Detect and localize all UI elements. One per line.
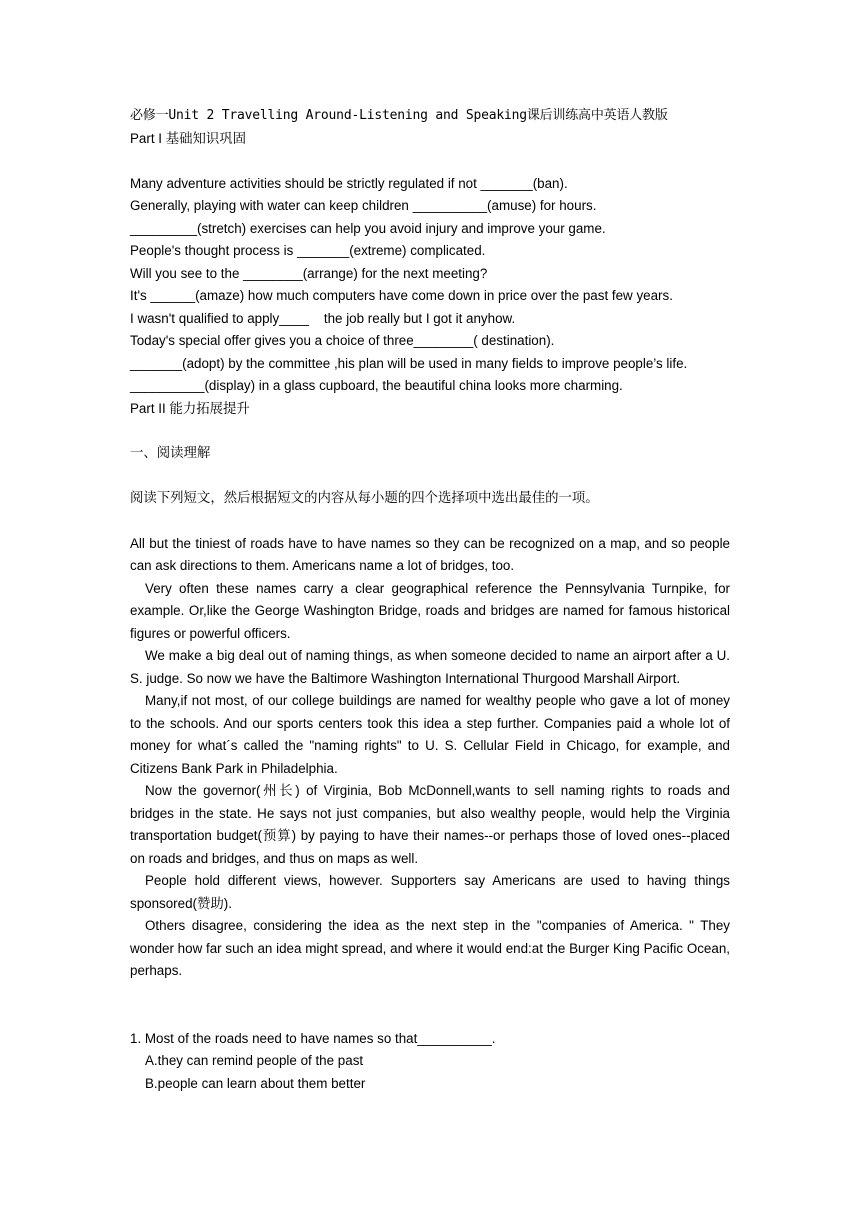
spacer (130, 510, 730, 533)
passage-paragraph: People hold different views, however. Supporters say Americans are used to having things sponsored(赞助). (130, 873, 730, 911)
exercise-item: __________(display) in a glass cupboard, the beautiful china looks more charming. (130, 378, 623, 393)
spacer (130, 465, 730, 488)
spacer (130, 150, 730, 173)
document-page (130, 105, 730, 1095)
exercise-item: Generally, playing with water can keep children __________(amuse) for hours. (130, 198, 597, 213)
reading-instruction: 阅读下列短文，然后根据短文的内容从每小题的四个选择项中选出最佳的一项。 (130, 490, 599, 506)
passage-paragraph: Very often these names carry a clear geographical reference the Pennsylvania Turnpike, for example. Or,like the George Washington Bridge, roads and bridges are named for famous historical figures or powerful officers. (130, 580, 730, 641)
passage-paragraph: Many,if not most, of our college buildings are named for wealthy people who gave a lot of money to the schools. And our sports centers took this idea a step further. Companies paid a whole lot of money for what´s called the "naming rights" to U. S. Cellular Field in Chicago, for example, and Citizens Bank Park in Philadelphia. (130, 693, 730, 776)
spacer (130, 983, 730, 1028)
exercise-item: _________(stretch) exercises can help you avoid injury and improve your game. (130, 220, 606, 236)
spacer (130, 420, 730, 443)
passage-paragraph: Others disagree, considering the idea as the next step in the "companies of America. " They wonder how far such an idea might spread, and where it would end:at the Burger King Pacific Ocean, perhaps. (130, 918, 730, 978)
exercise-item: Many adventure activities should be strictly regulated if not _______(ban). (130, 175, 568, 191)
exercise-item: People's thought process is _______(extreme) complicated. (130, 243, 486, 258)
question-option: B.people can learn about them better (145, 1075, 366, 1091)
question-stem: 1. Most of the roads need to have names so that__________. (130, 1030, 496, 1046)
part2-heading: Part II 能力拓展提升 (130, 400, 250, 416)
part1-heading: Part I 基础知识巩固 (130, 130, 247, 146)
document-title: 必修一Unit 2 Travelling Around-Listening and Speaking课后训练高中英语人教版 (130, 108, 668, 123)
exercise-item: It's ______(amaze) how much computers have come down in price over the past few years. (130, 288, 673, 303)
question-option: A.they can remind people of the past (145, 1053, 364, 1068)
section-heading: 一、阅读理解 (130, 445, 211, 461)
exercise-item: Will you see to the ________(arrange) for the next meeting? (130, 265, 488, 281)
passage-paragraph: All but the tiniest of roads have to have names so they can be recognized on a map, and so people can ask directions to them. Americans name a lot of bridges, too. (130, 535, 730, 573)
exercise-item: Today's special offer gives you a choice of three________( destination). (130, 333, 555, 348)
passage-paragraph: We make a big deal out of naming things, as when someone decided to name an airport after a U. S. judge. So now we have the Baltimore Washington International Thurgood Marshall Airport. (130, 648, 730, 686)
part1-list (130, 173, 730, 398)
exercise-item: _______(adopt) by the committee ,his plan will be used in many fields to improve people’s life. (130, 355, 688, 371)
reading-passage (130, 533, 730, 983)
question-block (130, 1028, 730, 1096)
exercise-item: I wasn't qualified to apply____ the job really but I got it anyhow. (130, 310, 516, 326)
passage-paragraph: Now the governor(州长) of Virginia, Bob McDonnell,wants to sell naming rights to roads and bridges in the state. He says not just companies, but also wealthy people, would help the Virginia transportation budget(预算) by paying to have their names--or perhaps those of loved ones--placed on roads and bridges, and thus on maps as well. (130, 783, 730, 866)
